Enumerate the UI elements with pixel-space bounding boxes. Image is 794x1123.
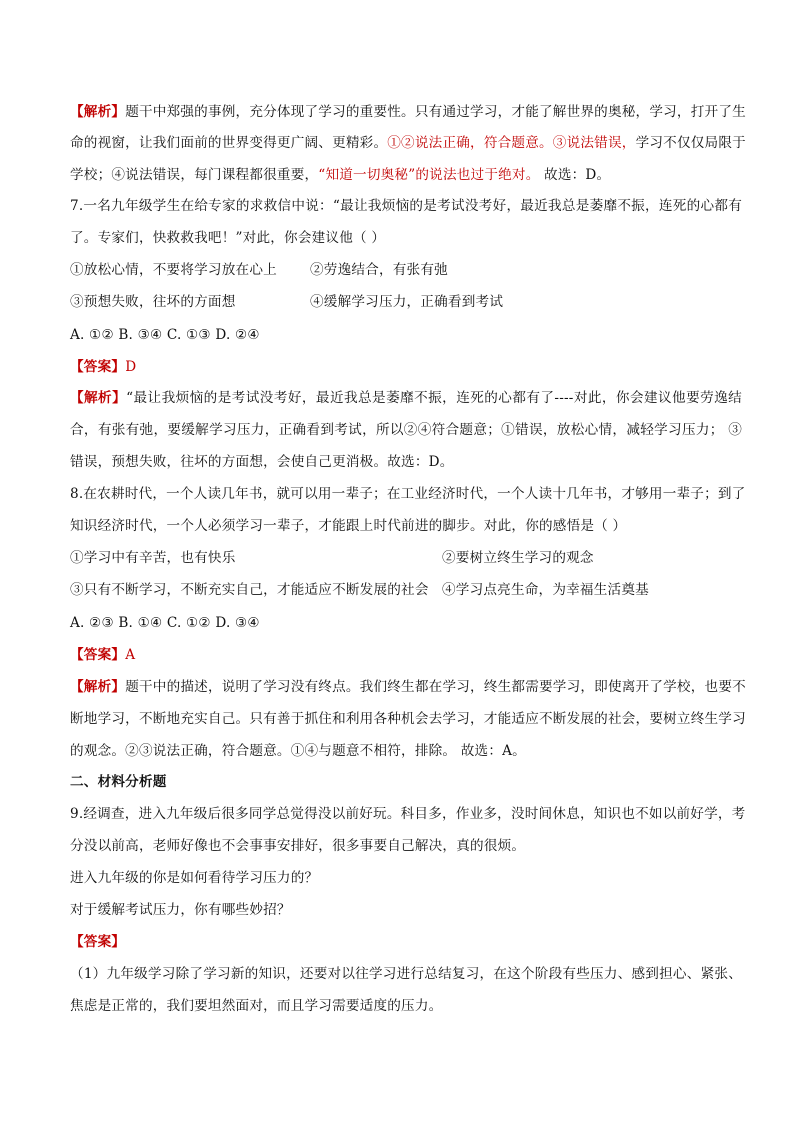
highlighted-text: ①②说法正确，符合题意。③说法错误， <box>387 135 636 151</box>
option-3: ③只有不断学习，不断充实自己，才能适应不断发展的社会 <box>70 582 429 598</box>
analysis-text: 故选：D。 <box>539 167 611 183</box>
analysis-text: 学习不仅仅局限于 <box>635 135 746 151</box>
section-title: 二、材料分析题 <box>70 774 167 790</box>
answer-tag: 【答案】 <box>70 647 126 663</box>
q8-options-row-1 <box>70 548 742 568</box>
q9-answer-tag <box>70 932 742 952</box>
answer-value: D <box>125 359 137 375</box>
q8-analysis-line-2: 断地学习，不断地充实自己。只有善于抓住和利用各种机会去学习，才能适应不断发展的社会，要树立终生学习 <box>70 711 746 727</box>
analysis-tag: 【解析】 <box>70 104 126 120</box>
analysis-text: 题干中郑强的事例，充分体现了学习的重要性。只有通过学习，才能了解世界的奥秘，学习，打开了生 <box>125 104 746 120</box>
q9-answer-line-1: （1）九年级学习除了学习新的知识，还要对以往学习进行总结复习，在这个阶段有些压力、感到担心、紧张、 <box>70 966 742 982</box>
q8-analysis-line-1 <box>70 677 746 697</box>
q7-analysis-line-3: 错误，预想失败，往坏的方面想，会使自己更消极。故选：D。 <box>70 454 454 470</box>
analysis-text: 命的视窗，让我们面前的世界变得更广阔、更精彩。 <box>70 135 388 151</box>
highlighted-text: “知道一切奥秘”的说法也过于绝对。 <box>318 167 540 183</box>
q7-answer <box>70 357 742 377</box>
q7-options-row-2 <box>70 292 742 312</box>
option-1: ①放松心情，不要将学习放在心上 <box>70 262 277 278</box>
analysis-text: “最让我烦恼的是考试没考好，最近我总是萎靡不振，连死的心都有了----对此，你会建议他要劳逸结 <box>126 390 742 406</box>
analysis-text: 学校；④说法错误，每门课程都很重要， <box>70 167 319 183</box>
q7-options-row-1 <box>70 260 742 280</box>
option-3: ③预想失败，往坏的方面想 <box>70 294 236 310</box>
q9-question-2: 对于缓解考试压力，你有哪些妙招？ <box>70 902 291 918</box>
q9-stem-line-1: 9.经调查，进入九年级后很多同学总觉得没以前好玩。科目多，作业多，没时间休息，知识也不如以前好学，考 <box>70 806 746 822</box>
q7-choices: A. ①② B. ③④ C. ①③ D. ②④ <box>70 327 260 343</box>
answer-tag: 【答案】 <box>70 359 126 375</box>
q8-analysis-line-3: 的观念。②③说法正确，符合题意。①④与题意不相符，排除。 故选：A。 <box>70 743 526 759</box>
q7-stem-line-2: 了。专家们，快救救我吧！”对此，你会建议他（ ） <box>70 230 386 246</box>
q8-stem-line-2: 知识经济时代，一个人必须学习一辈子，才能跟上时代前进的脚步。对此，你的感悟是（ ） <box>70 518 627 534</box>
q8-answer <box>70 645 742 665</box>
q6-analysis-line-1 <box>70 102 746 122</box>
analysis-text: 题干中的描述，说明了学习没有终点。我们终生都在学习，终生都需要学习，即使离开了学校，也要不 <box>125 679 746 695</box>
option-4: ④学习点亮生命，为幸福生活奠基 <box>442 582 649 598</box>
option-4: ④缓解学习压力，正确看到考试 <box>310 294 504 310</box>
q9-stem-line-2: 分没以前高，老师好像也不会事事安排好，很多事要自己解决，真的很烦。 <box>70 838 526 854</box>
option-2: ②要树立终生学习的观念 <box>442 550 594 566</box>
q8-choices: A. ②③ B. ①④ C. ①② D. ③④ <box>70 615 260 631</box>
analysis-tag: 【解析】 <box>70 679 126 695</box>
answer-value: A <box>125 647 136 663</box>
q9-answer-line-2: 焦虑是正常的，我们要坦然面对，而且学习需要适度的压力。 <box>70 998 443 1014</box>
q8-stem-line-1: 8.在农耕时代，一个人读几年书，就可以用一辈子；在工业经济时代，一个人读十几年书，才够用一辈子；到了 <box>70 486 746 502</box>
q9-question-1: 进入九年级的你是如何看待学习压力的？ <box>70 870 319 886</box>
q6-analysis-line-2 <box>70 133 746 153</box>
q7-analysis-line-2: 合，有张有弛，要缓解学习压力，正确看到考试，所以②④符合题意；①错误，放松心情，减轻学习压力； ③ <box>70 422 742 438</box>
option-2: ②劳逸结合，有张有弛 <box>310 262 448 278</box>
analysis-tag: 【解析】 <box>70 390 127 406</box>
option-1: ①学习中有辛苦，也有快乐 <box>70 550 236 566</box>
q6-analysis-line-3 <box>70 165 742 185</box>
q8-options-row-2 <box>70 580 742 600</box>
answer-tag: 【答案】 <box>70 934 126 950</box>
q7-stem-line-1: 7.一名九年级学生在给专家的求救信中说：“最让我烦恼的是考试没考好，最近我总是萎靡不振，连死的心都有 <box>70 198 742 214</box>
q7-analysis-line-1 <box>70 388 742 408</box>
